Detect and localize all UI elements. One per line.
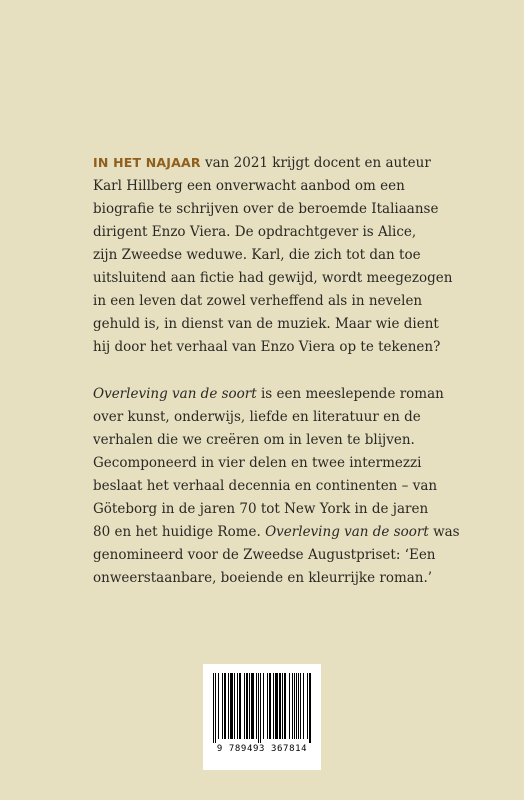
blurb-line <box>93 521 493 544</box>
blurb-text: was <box>428 524 460 540</box>
blurb-line: Karl Hillberg een onverwacht aanbod om een <box>93 178 405 194</box>
blurb-line: in een leven dat zowel verheffend als in nevelen <box>93 293 423 309</box>
blurb-line: hij door het verhaal van Enzo Viera op te tekenen? <box>93 339 441 355</box>
blurb-text: is een meeslepende roman <box>256 386 444 402</box>
blurb-line <box>93 151 493 175</box>
blurb-line <box>93 383 493 406</box>
lead-in-caps: IN HET NAJAAR <box>93 155 201 170</box>
blurb-line: dirigent Enzo Viera. De opdrachtgever is Alice, <box>93 224 417 240</box>
book-title-italic: Overleving van de soort <box>93 386 257 402</box>
blurb-line: zijn Zweedse weduwe. Karl, die zich tot dan toe <box>93 247 421 263</box>
blurb-text: van 2021 krijgt docent en auteur <box>200 155 431 171</box>
isbn-number: 9 789493 367814 <box>216 744 308 754</box>
blurb-line: verhalen die we creëren om in leven te blijven. <box>93 432 415 448</box>
blurb-line: gehuld is, in dienst van de muziek. Maar wie dient <box>93 316 439 332</box>
blurb-line: onweerstaanbare, boeiende en kleurrijke roman.’ <box>93 570 433 586</box>
blurb-text: 80 en het huidige Rome. <box>93 524 266 540</box>
barcode-bars <box>211 673 313 743</box>
blurb-line: uitsluitend aan fictie had gewijd, wordt meegezogen <box>93 270 453 286</box>
back-cover-blurb <box>93 151 493 590</box>
blurb-line: genomineerd voor de Zweedse Augustpriset: ‘Een <box>93 547 436 563</box>
blurb-line: beslaat het verhaal decennia en continenten – van <box>93 478 438 494</box>
blurb-line: Göteborg in de jaren 70 tot New York in de jaren <box>93 501 429 517</box>
isbn-barcode <box>203 664 321 770</box>
book-title-italic: Overleving van de soort <box>265 524 429 540</box>
blurb-line: biografie te schrijven over de beroemde Italiaanse <box>93 201 439 217</box>
blurb-line: over kunst, onderwijs, liefde en literatuur en de <box>93 409 421 425</box>
blurb-line: Gecomponeerd in vier delen en twee intermezzi <box>93 455 422 471</box>
paragraph-gap <box>93 359 493 383</box>
